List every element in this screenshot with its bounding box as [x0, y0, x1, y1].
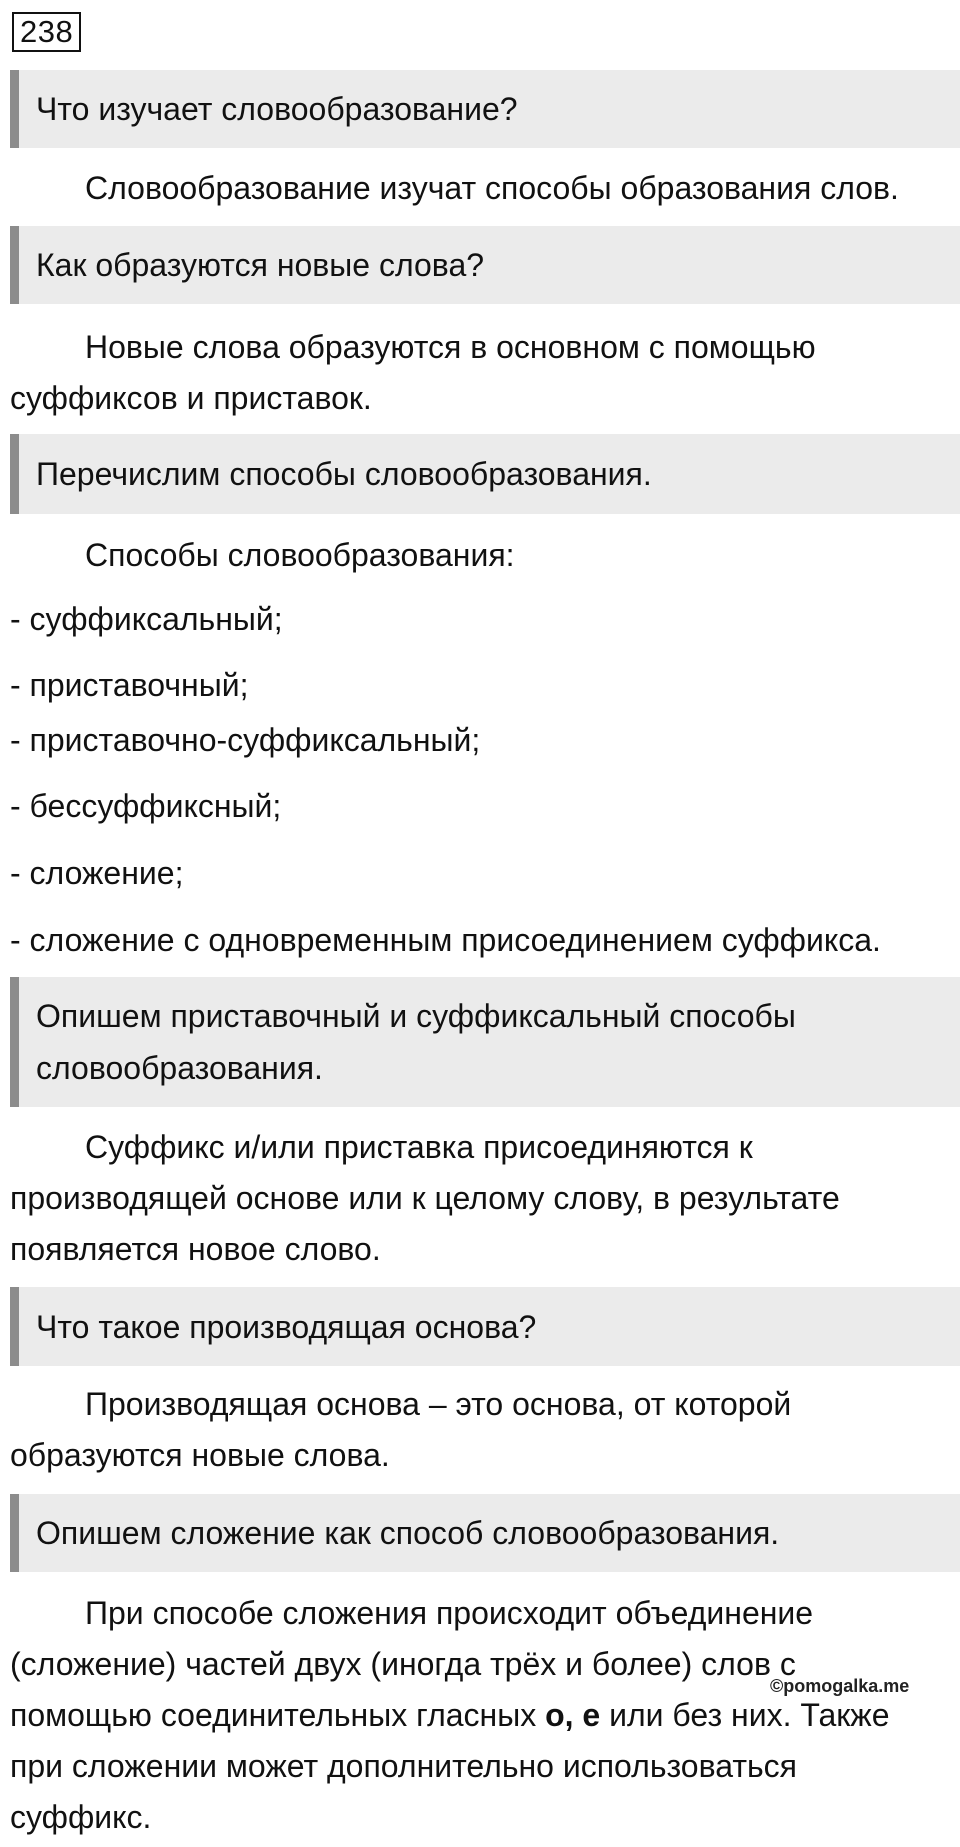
- question-line: Опишем приставочный и суффиксальный способы: [36, 998, 796, 1034]
- answer-line: суффикс.: [10, 1799, 152, 1835]
- answer-line: суффиксов и приставок.: [10, 380, 372, 416]
- answer-line: появляется новое слово.: [10, 1231, 381, 1267]
- list-item: - суффиксальный;: [10, 601, 283, 637]
- answer-subject-of-word-formation: [10, 163, 955, 214]
- exercise-number: 238: [12, 12, 81, 52]
- question-text: Опишем сложение как способ словообразования.: [36, 1515, 780, 1551]
- answer-text: Словообразование изучат способы образования слов.: [85, 170, 899, 206]
- list-item: - приставочный;: [10, 667, 249, 703]
- question-producing-stem: [10, 1287, 960, 1366]
- answer-line: [10, 1690, 955, 1741]
- answer-producing-stem: [10, 1379, 955, 1481]
- list-item: - сложение с одновременным присоединением суффикса.: [10, 922, 881, 958]
- intro-text: Способы словообразования:: [85, 537, 515, 573]
- answer-line: Суффикс и/или приставка присоединяются к: [85, 1129, 753, 1165]
- question-text: Что изучает словообразование?: [36, 91, 518, 127]
- question-compounding: [10, 1494, 960, 1572]
- answer-line: образуются новые слова.: [10, 1437, 390, 1473]
- answer-line: при сложении может дополнительно использоваться: [10, 1748, 797, 1784]
- answer-line: производящей основе или к целому слову, в результате: [10, 1180, 840, 1216]
- answer-text: или без них. Также: [600, 1697, 890, 1733]
- answer-text: помощью соединительных гласных: [10, 1697, 546, 1733]
- list-item: - приставочно-суффиксальный;: [10, 722, 481, 758]
- answer-line: (сложение) частей двух (иногда трёх и более) слов с: [10, 1646, 796, 1682]
- list-item: - бессуффиксный;: [10, 788, 282, 824]
- answer-line: При способе сложения происходит объединение: [85, 1595, 814, 1631]
- question-text: Как образуются новые слова?: [36, 247, 485, 283]
- question-subject-of-word-formation: [10, 70, 960, 148]
- watermark: ©pomogalka.me: [770, 1676, 910, 1696]
- question-describe-prefix-suffix: [10, 977, 960, 1107]
- question-how-new-words-formed: [10, 226, 960, 304]
- answer-how-new-words-formed: [10, 322, 955, 424]
- question-line: словообразования.: [36, 1050, 323, 1086]
- answer-line: Новые слова образуются в основном с помощью: [85, 329, 816, 365]
- answer-describe-prefix-suffix: [10, 1122, 955, 1275]
- methods-intro: [10, 530, 955, 581]
- connecting-vowels: о, е: [545, 1697, 601, 1733]
- question-text: Что такое производящая основа?: [36, 1308, 537, 1345]
- question-list-methods: [10, 434, 960, 514]
- question-text: Перечислим способы словообразования.: [36, 456, 652, 492]
- answer-compounding: [10, 1588, 955, 1843]
- list-item: - сложение;: [10, 855, 184, 891]
- answer-line: Производящая основа – это основа, от которой: [85, 1386, 792, 1422]
